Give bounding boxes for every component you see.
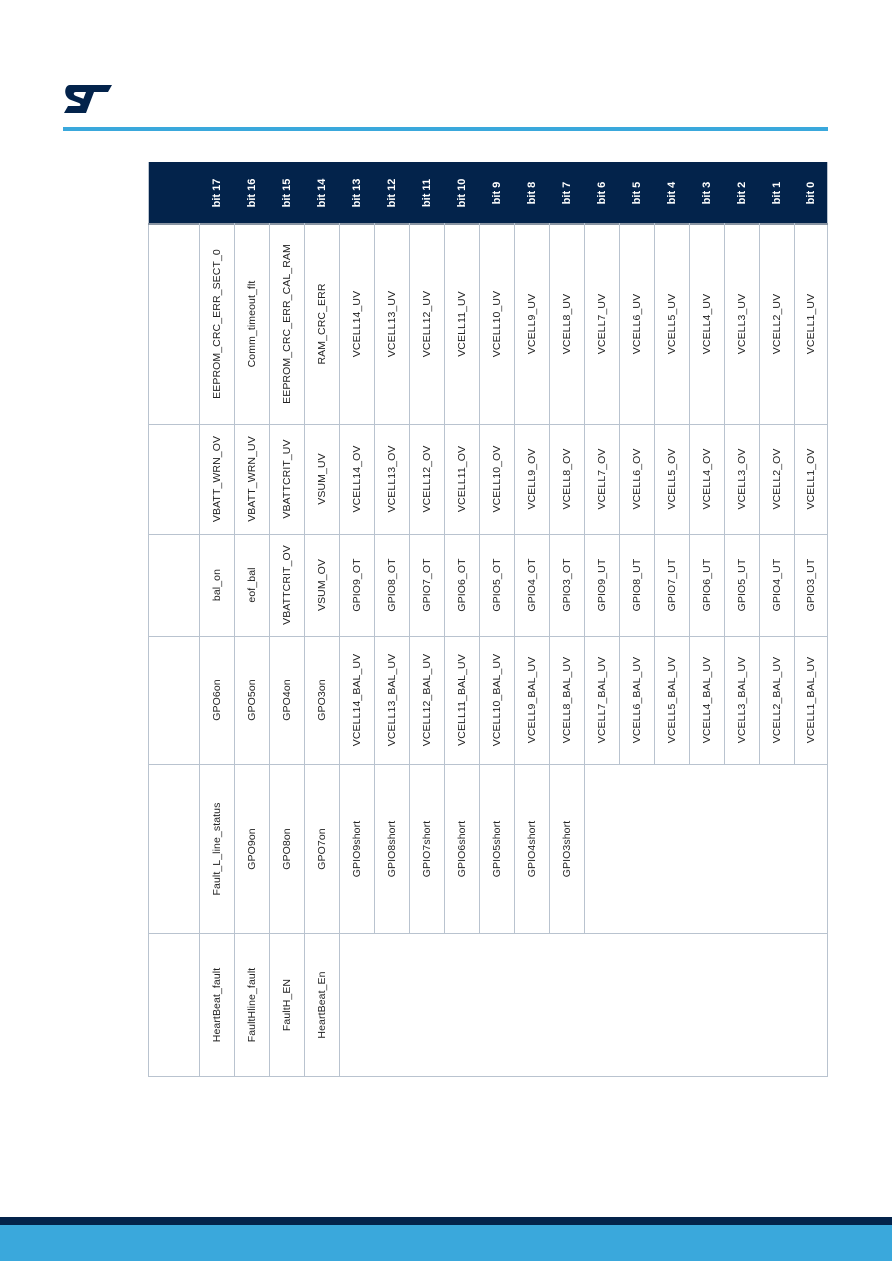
st-logo [62, 84, 114, 114]
register-flag: VCELL14_BAL_UV [350, 653, 363, 747]
register-flag: VCELL5_UV [665, 293, 678, 354]
table-grid [148, 162, 828, 1077]
register-flag: GPIO8short [385, 820, 398, 877]
register-flag: VCELL10_UV [490, 290, 503, 357]
register-flag: GPIO4_UT [770, 558, 783, 612]
register-flag: FaultH_EN [280, 978, 293, 1032]
register-flag: VCELL3_OV [735, 448, 748, 510]
register-flag: GPIO9_OT [350, 558, 363, 612]
bit-header-label: bit 3 [700, 181, 713, 204]
bit-header-label: bit 6 [595, 181, 608, 204]
header-rule [63, 127, 828, 131]
footer-band [0, 1225, 892, 1261]
register-flag: bal_on [210, 568, 223, 602]
register-flag: GPIO3short [560, 820, 573, 877]
register-flag: VCELL1_OV [805, 448, 817, 510]
register-flag: VCELL2_OV [770, 448, 783, 510]
bit-header-label: bit 10 [455, 178, 468, 207]
register-flag: VCELL2_UV [770, 293, 783, 354]
register-flag: VCELL14_OV [350, 445, 363, 513]
bit-header-label: bit 14 [315, 178, 328, 207]
register-table [148, 162, 828, 1077]
bit-header-label: bit 17 [210, 178, 223, 207]
register-flag: VCELL5_BAL_UV [665, 656, 678, 744]
register-flag: GPIO6_OT [455, 558, 468, 612]
register-flag: VCELL12_BAL_UV [420, 653, 433, 747]
register-flag: VCELL8_UV [560, 293, 573, 354]
register-flag: GPO8on [280, 827, 293, 870]
footer-band-dark [0, 1217, 892, 1225]
register-flag: VCELL7_BAL_UV [595, 656, 608, 744]
register-flag: eof_bal [245, 567, 258, 603]
register-flag: VCELL7_OV [595, 448, 608, 510]
register-flag: GPIO9short [350, 820, 363, 877]
register-flag: GPIO3_UT [805, 558, 817, 612]
bit-header-label: bit 0 [805, 181, 817, 204]
register-flag: HeartBeat_En [315, 971, 328, 1039]
bit-header-label: bit 12 [385, 178, 398, 207]
register-flag: GPO4on [280, 679, 293, 721]
register-flag: VCELL13_UV [385, 290, 398, 357]
register-flag: VCELL3_UV [735, 293, 748, 354]
register-flag: VCELL13_BAL_UV [385, 653, 398, 747]
register-flag: GPIO6_UT [700, 558, 713, 612]
register-flag: VCELL9_UV [525, 293, 538, 354]
register-flag: GPO9on [245, 827, 258, 870]
register-flag: GPIO8_OT [385, 558, 398, 612]
register-flag: GPIO5_UT [735, 558, 748, 612]
register-flag: GPIO8_UT [630, 558, 643, 612]
register-flag: VCELL2_BAL_UV [770, 656, 783, 744]
register-flag: GPIO7short [420, 820, 433, 877]
register-flag: VCELL11_OV [455, 445, 468, 513]
register-flag: GPIO5short [490, 820, 503, 877]
register-flag: GPIO7_UT [665, 558, 678, 612]
register-flag: VCELL11_UV [455, 290, 468, 357]
register-flag: VCELL8_OV [560, 448, 573, 510]
register-flag: VCELL8_BAL_UV [560, 656, 573, 744]
register-flag: VCELL7_UV [595, 293, 608, 354]
bit-header-label: bit 2 [735, 181, 748, 204]
register-flag: RAM_CRC_ERR [315, 282, 328, 365]
register-flag: VCELL6_BAL_UV [630, 656, 643, 744]
register-flag: GPO5on [245, 679, 258, 721]
register-flag: Comm_timeout_flt [245, 280, 258, 367]
register-flag: VBATTCRIT_OV [280, 545, 293, 625]
bit-header-label: bit 8 [525, 181, 538, 204]
bit-header-label: bit 5 [630, 181, 643, 204]
register-flag: GPIO6short [455, 820, 468, 877]
bit-header-label: bit 13 [350, 178, 363, 207]
register-flag: VBATT_WRN_UV [245, 436, 258, 522]
register-flag: GPIO3_OT [560, 558, 573, 612]
bit-header-label: bit 7 [560, 181, 573, 204]
register-flag: VCELL4_UV [700, 293, 713, 354]
register-flag: GPIO5_OT [490, 558, 503, 612]
register-flag: GPIO4short [525, 820, 538, 877]
register-flag: VCELL9_BAL_UV [525, 656, 538, 744]
register-flag: GPO6on [210, 679, 223, 721]
register-flag: VCELL5_OV [665, 448, 678, 510]
bit-header-label: bit 4 [665, 181, 678, 204]
register-flag: VCELL6_UV [630, 293, 643, 354]
register-flag: GPO3on [315, 679, 328, 721]
register-flag: VCELL3_BAL_UV [735, 656, 748, 744]
register-flag: VCELL1_BAL_UV [805, 656, 817, 744]
register-flag: GPIO4_OT [525, 558, 538, 612]
register-flag: HeartBeat_fault [210, 967, 223, 1043]
register-flag: VBATTCRIT_UV [280, 439, 293, 519]
register-flag: GPO7on [315, 827, 328, 870]
register-flag: VCELL6_OV [630, 448, 643, 510]
bit-header-label: bit 15 [280, 178, 293, 207]
register-flag: Fault_L_line_status [210, 802, 223, 895]
bit-header-label: bit 9 [490, 181, 503, 204]
register-flag: VCELL14_UV [350, 290, 363, 357]
register-flag: VCELL13_OV [385, 445, 398, 513]
register-flag: VCELL11_BAL_UV [455, 654, 468, 746]
register-flag: EEPROM_CRC_ERR_SECT_0 [210, 248, 223, 399]
bit-header-label: bit 1 [770, 181, 783, 204]
bit-header-label: bit 16 [245, 178, 258, 207]
register-flag: VCELL4_OV [700, 448, 713, 510]
bit-header-label: bit 11 [420, 178, 433, 207]
register-flag: EEPROM_CRC_ERR_CAL_RAM [280, 243, 293, 404]
register-flag: VCELL1_UV [805, 293, 817, 354]
register-flag: VCELL9_OV [525, 448, 538, 510]
register-flag: VCELL10_BAL_UV [490, 653, 503, 747]
register-flag: VCELL4_BAL_UV [700, 656, 713, 744]
register-flag: GPIO7_OT [420, 558, 433, 612]
register-flag: GPIO9_UT [595, 558, 608, 612]
register-flag: VCELL12_OV [420, 445, 433, 513]
register-flag: VCELL10_OV [490, 445, 503, 513]
register-flag: VSUM_OV [315, 558, 328, 612]
register-flag: VBATT_WRN_OV [210, 435, 223, 523]
register-flag: VCELL12_UV [420, 290, 433, 357]
register-flag: FaultHline_fault [245, 967, 258, 1043]
register-flag: VSUM_UV [315, 453, 328, 505]
